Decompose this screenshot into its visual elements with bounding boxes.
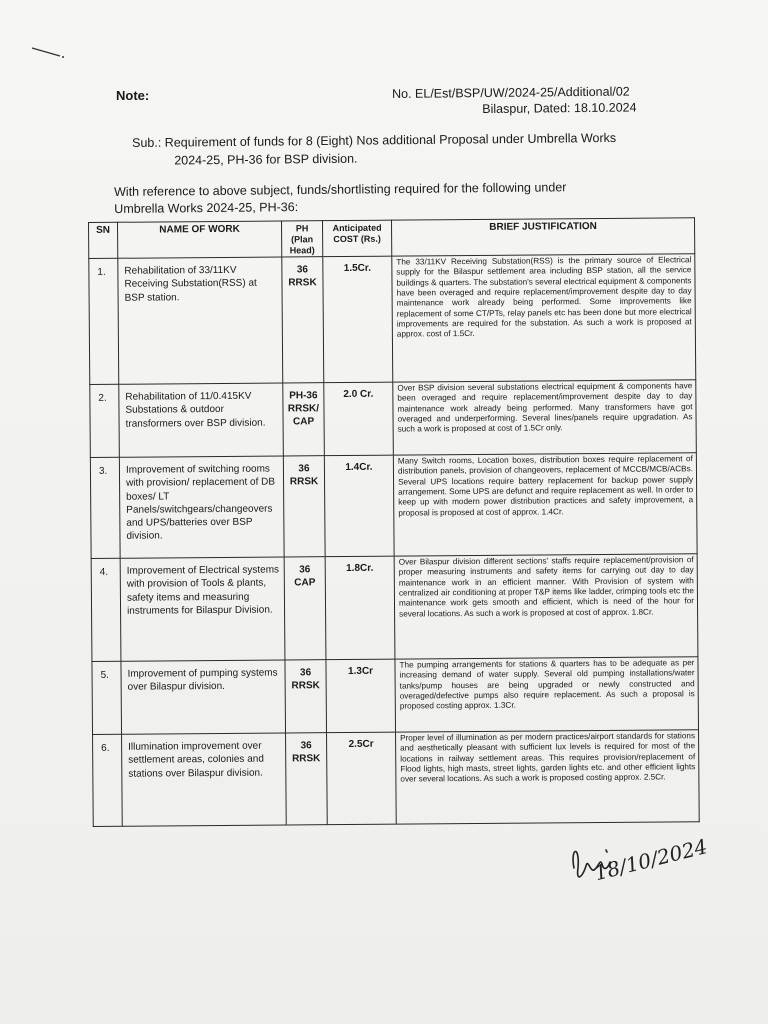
row-cost: 2.5Cr (327, 732, 397, 825)
row-name-of-work: Improvement of switching rooms with provision/ replacement of DB boxes/ LT Panels/switchgears/changeovers and UPS/batteries over BSP division. (119, 456, 284, 558)
row-plan-head: 36 RRSK (285, 660, 327, 733)
row-name-of-work: Illumination improvement over settlement areas, colonies and stations over Bilaspur division. (122, 733, 287, 826)
row-cost: 1.5Cr. (323, 256, 393, 383)
header-name-of-work: NAME OF WORK (118, 221, 282, 258)
row-justification: Over BSP division several substations electrical equipment & components have been overaged and require replacement/improvement despite day to day maintenance work already being performed. Many transformers have got overaged and underperforming. Several lines/panels require upgradation. As such a work is proposed at cost of 1.5Cr only. (393, 380, 697, 455)
row-cost: 1.4Cr. (324, 455, 394, 557)
row-sn: 5. (92, 661, 122, 734)
subject-line-1: Sub.: Requirement of funds for 8 (Eight) Nos additional Proposal under Umbrella Works (132, 130, 617, 150)
header-ph-line-2: (Plan (291, 234, 314, 245)
row-justification: Over Bilaspur division different sections' staffs require replacement/provision of proper measuring instruments and safety items for carrying out day to day maintenance work in an efficient manner. With Provision of system with centralized air conditioning at proper T&P items like ladder, crimping tools etc the maintenance work gets smooth and efficient, which is need of the hour for several locations. As such a work is proposed at cost of approx. 1.8Cr. (394, 554, 698, 659)
subject-line (132, 128, 692, 170)
table-row (91, 554, 698, 662)
header-ph-line-1: PH (295, 223, 309, 234)
row-name-of-work: Improvement of pumping systems over Bilaspur division. (121, 660, 286, 734)
row-plan-head: 36 RRSK (286, 733, 328, 825)
table-row (90, 453, 697, 559)
row-sn: 2. (90, 384, 120, 457)
row-name-of-work: Rehabilitation of 33/11KV Receiving Substation(RSS) at BSP station. (118, 257, 283, 384)
row-sn: 6. (93, 734, 123, 826)
table-header-row (89, 218, 695, 259)
row-plan-head: 36 CAP (284, 557, 326, 660)
row-cost: 1.8Cr. (325, 556, 395, 660)
table-row (89, 254, 696, 385)
table-row (93, 730, 700, 827)
subject-line-2: 2024-25, PH-36 for BSP division. (174, 151, 358, 168)
row-name-of-work: Rehabilitation of 11/0.415KV Substations & outdoor transformers over BSP division. (119, 383, 284, 457)
row-sn: 4. (91, 558, 121, 661)
works-table (88, 217, 700, 827)
table-row (90, 380, 697, 458)
header-anticipated-cost (322, 220, 391, 257)
header-cost-line-2: COST (Rs.) (333, 233, 381, 245)
note-label: Note: (116, 88, 150, 103)
works-table-wrapper (88, 217, 700, 827)
row-name-of-work: Improvement of Electrical systems with provision of Tools & plants, safety items and measuring instruments for Bilaspur Division. (120, 557, 285, 661)
pen-mark (30, 45, 66, 59)
place-date: Bilaspur, Dated: 18.10.2024 (482, 100, 637, 117)
row-plan-head: 36 RRSK (282, 257, 324, 383)
table-row (92, 657, 699, 735)
header-plan-head (281, 221, 322, 257)
row-cost: 1.3Cr (326, 659, 396, 733)
row-cost: 2.0 Cr. (324, 382, 394, 456)
intro-line-2: Umbrella Works 2024-25, PH-36: (114, 200, 299, 216)
reference-block (392, 83, 637, 118)
row-justification: Many Switch rooms, Location boxes, distribution boxes require replacement of distribution panels, provision of changeovers, replacement of MCCB/MCB/ACBs. Several UPS locations require battery replacement for backup power supply arrangement. Some UPS are defunct and require replacement as well. In order to keep up with modern power distribution practices and safety improvement, a proposal is proposed at cost of approx. 1.4Cr. (393, 453, 697, 556)
row-plan-head: 36 RRSK (283, 456, 325, 557)
signature-date: 18/10/2024 (592, 834, 710, 886)
header-cost-line-1: Anticipated (332, 222, 382, 234)
intro-line-1: With reference to above subject, funds/shortlisting required for the following under (114, 180, 567, 199)
row-justification: Proper level of illumination as per modern practices/airport standards for stations and aesthetically pleasant with sufficient lux levels is required for most of the locations in railway settlement areas. This requires provision/replacement of Flood lights, high masts, street lights, garden lights etc. and other efficient lights over several locations. As such a work is proposed costing approx. 2.5Cr. (396, 730, 700, 824)
header-brief-justification: BRIEF JUSTIFICATION (391, 218, 694, 256)
row-sn: 1. (89, 258, 119, 384)
row-sn: 3. (90, 457, 120, 558)
row-justification: The 33/11KV Receiving Substation(RSS) is the primary source of Electrical supply for the Bilaspur settlement area including BSP station, all the service buildings & quarters. The substation's several electrical equipment & components have been overaged and require replacement/improvement despite day to day maintenance work already being performed. Some improvements like replacement of some CT/PTs, relay panels etc has been done but more electrical improvements are required for the substation. As such a work is proposed at approx. cost of 1.5Cr. (392, 254, 696, 382)
reference-number: No. EL/Est/BSP/UW/2024-25/Additional/02 (392, 84, 630, 101)
header-sn: SN (89, 222, 118, 258)
intro-paragraph (114, 178, 694, 218)
row-justification: The pumping arrangements for stations & quarters has to be adequate as per increasing demand of water supply. Several old pumping installations/water tanks/pump houses are being upgraded or newly constructed and overaged/defective pumps also require replacement. As such a proposal is proposed costing approx. 1.3Cr. (395, 657, 699, 732)
row-plan-head: PH-36 RRSK/ CAP (283, 383, 325, 456)
header-ph-line-3: Head) (289, 245, 315, 256)
